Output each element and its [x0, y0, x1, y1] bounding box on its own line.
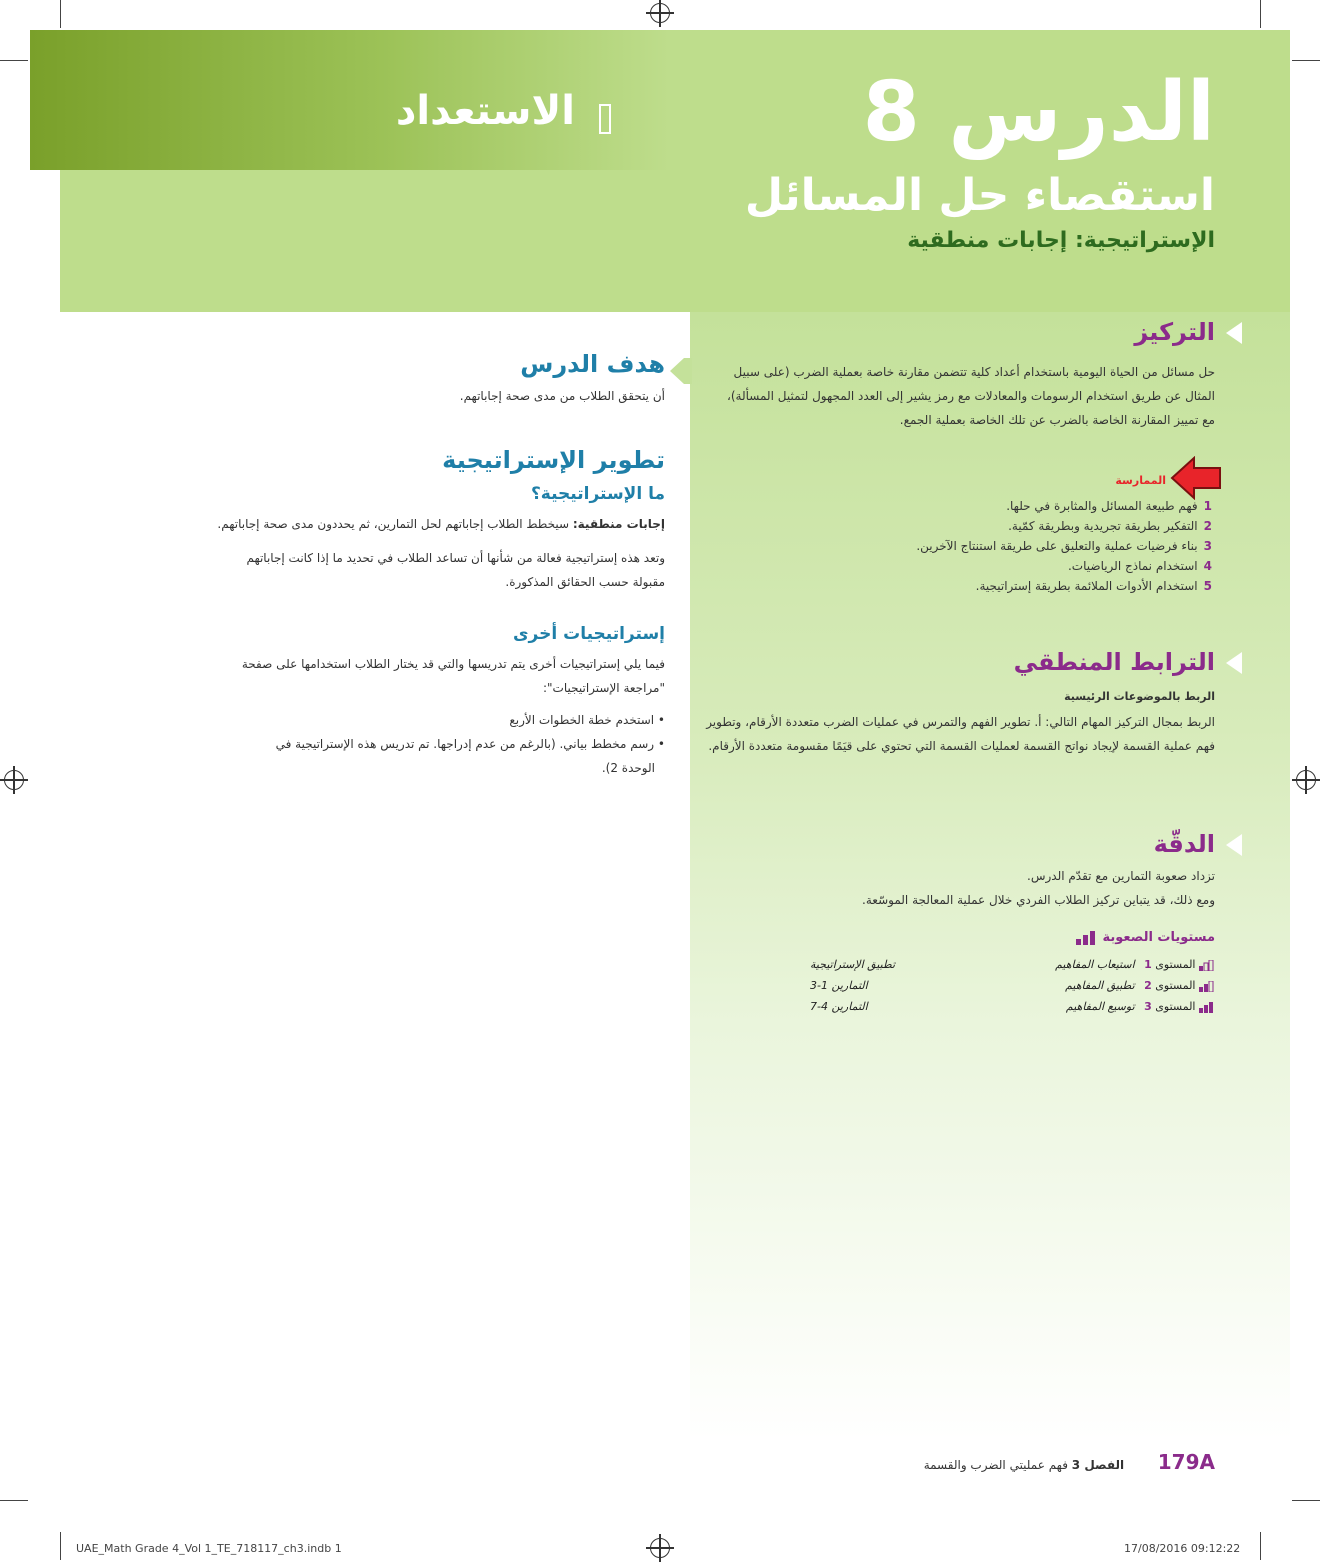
practice-list [752, 496, 1212, 596]
coherence-text [705, 710, 1215, 758]
crop-mark [0, 1500, 28, 1501]
red-arrow-icon [1170, 456, 1222, 500]
lesson-subtitle: استقصاء حل المسائل [744, 170, 1215, 221]
registration-mark-icon [650, 1538, 670, 1558]
triangle-icon [1226, 834, 1242, 856]
objective-title: هدف الدرس [520, 350, 665, 378]
strategy-question: ما الإستراتيجية؟ [530, 484, 665, 504]
focus-text [715, 360, 1215, 432]
preparation-title: الاستعداد [395, 88, 575, 134]
coherence-line: الربط بمجال التركيز المهام التالي: أ. تطوير الفهم والتمرس في عمليات الضرب متعددة الأرقام، وتطوير [706, 715, 1215, 729]
crop-mark [1260, 0, 1261, 28]
title-marker-icon [599, 104, 611, 134]
other-strategies-text: فيما يلي إستراتيجيات أخرى يتم تدريسها والتي قد يختار الطلاب استخدامها على صفحة "مراجعة الإستراتيجيات": [241, 657, 665, 695]
crop-mark [1260, 1532, 1261, 1560]
levels-table [800, 954, 1215, 1017]
focus-line: المثال عن طريق استخدام الرسومات والمعادلات مع رمز يشير إلى العدد المجهول لتمثيل المسألة)، [726, 389, 1215, 403]
rigor-text [715, 864, 1215, 912]
level1-icon [1199, 960, 1215, 971]
table-row: المستوى 1 استيعاب المفاهيم تطبيق الإستراتيجية [800, 954, 1215, 975]
coherence-line: فهم عملية القسمة لإيجاد نواتج القسمة لعمليات القسمة التي تحتوي على قيَمًا مقسومة متعددة الأرقام. [708, 739, 1215, 753]
level2-icon [1199, 981, 1215, 992]
crop-mark [1292, 60, 1320, 61]
triangle-icon [1226, 652, 1242, 674]
strategy-dev-title: تطوير الإستراتيجية [442, 446, 665, 474]
strategy-paragraph-2: وتعد هذه إستراتيجية فعالة من شأنها أن تساعد الطلاب في تحديد ما إذا كانت إجاباتهم مقبولة حسب الحقائق المذكورة. [246, 551, 665, 589]
focus-line: مع تمييز المقارنة الخاصة بالضرب عن تلك الخاصة بعملية الجمع. [899, 413, 1215, 427]
rigor-line: تزداد صعوبة التمارين مع تقدّم الدرس. [1027, 869, 1215, 883]
rigor-title: الدقّة [1153, 830, 1215, 858]
crop-mark [60, 1532, 61, 1560]
lesson-strategy: الإستراتيجية: إجابات منطقية [907, 228, 1215, 253]
page-footer [924, 1450, 1215, 1474]
triangle-icon [1226, 322, 1242, 344]
list-item: الوحدة 2). [601, 761, 655, 775]
header-gap [0, 170, 60, 312]
timestamp: 17/08/2016 09:12:22 [1124, 1542, 1241, 1555]
focus-title: التركيز [1134, 318, 1215, 346]
list-item: • رسم مخطط بياني. (بالرغم من عدم إدراجها. تم تدريس هذه الإستراتيجية في [275, 737, 665, 751]
list-item: 5استخدام الأدوات الملائمة بطريقة إستراتيجية. [975, 579, 1212, 593]
list-item: • استخدم خطة الخطوات الأربع [509, 713, 665, 727]
list-item: 1فهم طبيعة المسائل والمثابرة في حلها. [1006, 499, 1212, 513]
table-row: المستوى 3 توسيع المفاهيم التمارين 4-7 [800, 996, 1215, 1017]
other-strategies-list [145, 708, 665, 780]
table-row: المستوى 2 تطبيق المفاهيم التمارين 1-3 [800, 975, 1215, 996]
list-item: 2التفكير بطريقة تجريدية وبطريقة كمّية. [1008, 519, 1212, 533]
registration-mark-icon [650, 3, 670, 23]
strategy-bold-lead: إجابات منطقية: [572, 517, 665, 531]
chapter-title: فهم عمليتي الضرب والقسمة [923, 1458, 1068, 1472]
crop-mark [1292, 1500, 1320, 1501]
registration-mark-icon [1296, 770, 1316, 790]
list-item: 4استخدام نماذج الرياضيات. [1067, 559, 1212, 573]
strategy-paragraph-1: إجابات منطقية: سيخطط الطلاب إجاباتهم لحل التمارين، ثم يحددون مدى صحة إجاباتهم. [217, 517, 665, 531]
bar-levels-icon [1076, 931, 1098, 945]
level3-icon [1199, 1002, 1215, 1013]
file-info: UAE_Math Grade 4_Vol 1_TE_718117_ch3.indb 1 [76, 1542, 342, 1555]
other-strategies-title: إستراتيجيات أخرى [512, 624, 665, 644]
difficulty-levels-title: مستويات الصعوبة [1076, 930, 1215, 945]
list-item: 3بناء فرضيات عملية والتعليق على طريقة استنتاج الآخرين. [916, 539, 1212, 553]
crop-mark [60, 0, 61, 28]
coherence-title: الترابط المنطقي [1013, 648, 1215, 676]
pointer-tab-icon [670, 358, 692, 384]
practice-label: الممارسة [1115, 474, 1166, 487]
rigor-line: ومع ذلك، قد يتباين تركيز الطلاب الفردي خلال عملية المعالجة الموسّعة. [862, 893, 1215, 907]
crop-mark [0, 60, 28, 61]
registration-mark-icon [4, 770, 24, 790]
objective-text: أن يتحقق الطلاب من مدى صحة إجاباتهم. [459, 389, 665, 403]
lesson-title: الدرس 8 [862, 65, 1215, 160]
focus-line: حل مسائل من الحياة اليومية باستخدام أعداد كلية تتضمن مقارنة خاصة بعملية الضرب (على سبيل [733, 365, 1215, 379]
page-number: 179A [1157, 1450, 1215, 1474]
coherence-subtitle: الربط بالموضوعات الرئيسية [1064, 690, 1215, 703]
chapter-label: الفصل 3 [1071, 1458, 1125, 1472]
